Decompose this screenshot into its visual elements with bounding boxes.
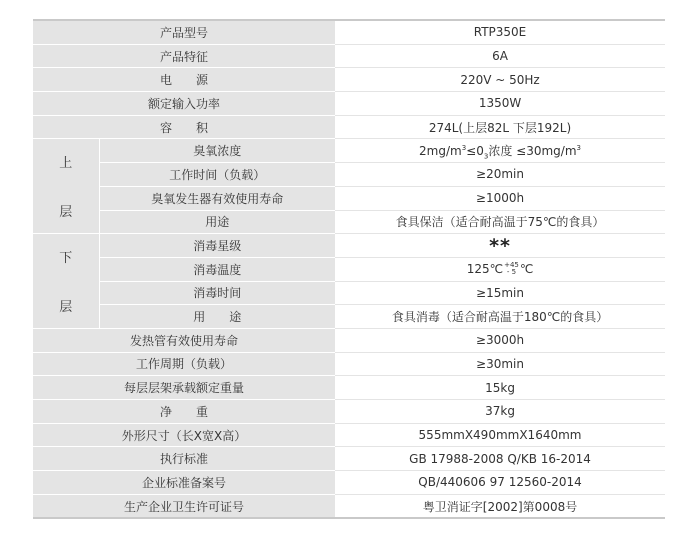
group-label-bottom: 层 — [59, 205, 73, 221]
row-label: 执行标准 — [33, 447, 335, 471]
ozone-concentration-value: $2mg/m^3\le 0_3$浓度 $\le 30mg/m^3$ — [335, 139, 665, 163]
row-label: 用 途 — [99, 305, 335, 329]
table-row — [33, 234, 665, 258]
star-rating: ** — [489, 234, 511, 257]
row-value: ≥20min — [335, 163, 665, 187]
table-row — [33, 44, 665, 68]
disinfection-temp-value: 125℃ +45 - 5 ℃ — [335, 257, 665, 281]
row-label: 产品特征 — [33, 44, 335, 68]
row-value: 1350W — [335, 92, 665, 116]
row-value: 食具消毒（适合耐高温于180℃的食具） — [335, 305, 665, 329]
table-row — [33, 163, 665, 187]
row-label: 外形尺寸（长X宽X高） — [33, 423, 335, 447]
table-row — [33, 210, 665, 234]
lower-layer-group — [33, 234, 99, 329]
row-value: 6A — [335, 44, 665, 68]
table-row — [33, 281, 665, 305]
row-value: 274L(上层82L 下层192L) — [335, 115, 665, 139]
row-value: 15kg — [335, 376, 665, 400]
group-label-top: 下 — [59, 251, 73, 267]
row-value: ≥15min — [335, 281, 665, 305]
row-label: 额定输入功率 — [33, 92, 335, 116]
table-row — [33, 68, 665, 92]
row-label: 发热管有效使用寿命 — [33, 328, 335, 352]
table-row — [33, 186, 665, 210]
row-label: 每层层架承载额定重量 — [33, 376, 335, 400]
row-value: ≥1000h — [335, 186, 665, 210]
row-label: 企业标准备案号 — [33, 471, 335, 495]
row-label: 臭氧浓度 — [99, 139, 335, 163]
table-row — [33, 20, 665, 44]
row-value: QB/440606 97 12560-2014 — [335, 471, 665, 495]
row-value: 粤卫消证字[2002]第0008号 — [335, 494, 665, 518]
row-value: 555mmX490mmX1640mm — [335, 423, 665, 447]
row-value: RTP350E — [335, 20, 665, 44]
upper-layer-group — [33, 139, 99, 234]
row-label: 容 积 — [33, 115, 335, 139]
table-row — [33, 376, 665, 400]
row-label: 消毒时间 — [99, 281, 335, 305]
table-row — [33, 352, 665, 376]
row-label: 臭氧发生器有效使用寿命 — [99, 186, 335, 210]
table-row — [33, 328, 665, 352]
row-value: ≥30min — [335, 352, 665, 376]
row-value: 37kg — [335, 400, 665, 424]
table-row — [33, 471, 665, 495]
row-value: 220V ~ 50Hz — [335, 68, 665, 92]
table-row — [33, 139, 665, 163]
table-row — [33, 257, 665, 281]
row-label: 用途 — [99, 210, 335, 234]
row-label: 净 重 — [33, 400, 335, 424]
row-value: ≥3000h — [335, 328, 665, 352]
table-row — [33, 423, 665, 447]
row-label: 产品型号 — [33, 20, 335, 44]
disinfection-star-value — [335, 234, 665, 258]
table-row — [33, 115, 665, 139]
table-row — [33, 400, 665, 424]
row-label: 生产企业卫生许可证号 — [33, 494, 335, 518]
table-row — [33, 447, 665, 471]
row-value: 食具保洁（适合耐高温于75℃的食具） — [335, 210, 665, 234]
row-label: 工作周期（负载） — [33, 352, 335, 376]
row-value: GB 17988-2008 Q/KB 16-2014 — [335, 447, 665, 471]
group-label-bottom: 层 — [59, 300, 73, 316]
table-row — [33, 494, 665, 518]
row-label: 消毒温度 — [99, 257, 335, 281]
row-label: 电 源 — [33, 68, 335, 92]
table-row — [33, 305, 665, 329]
row-label: 工作时间（负载） — [99, 163, 335, 187]
row-label: 消毒星级 — [99, 234, 335, 258]
group-label-top: 上 — [59, 156, 73, 172]
table-row — [33, 92, 665, 116]
spec-table — [33, 19, 665, 519]
